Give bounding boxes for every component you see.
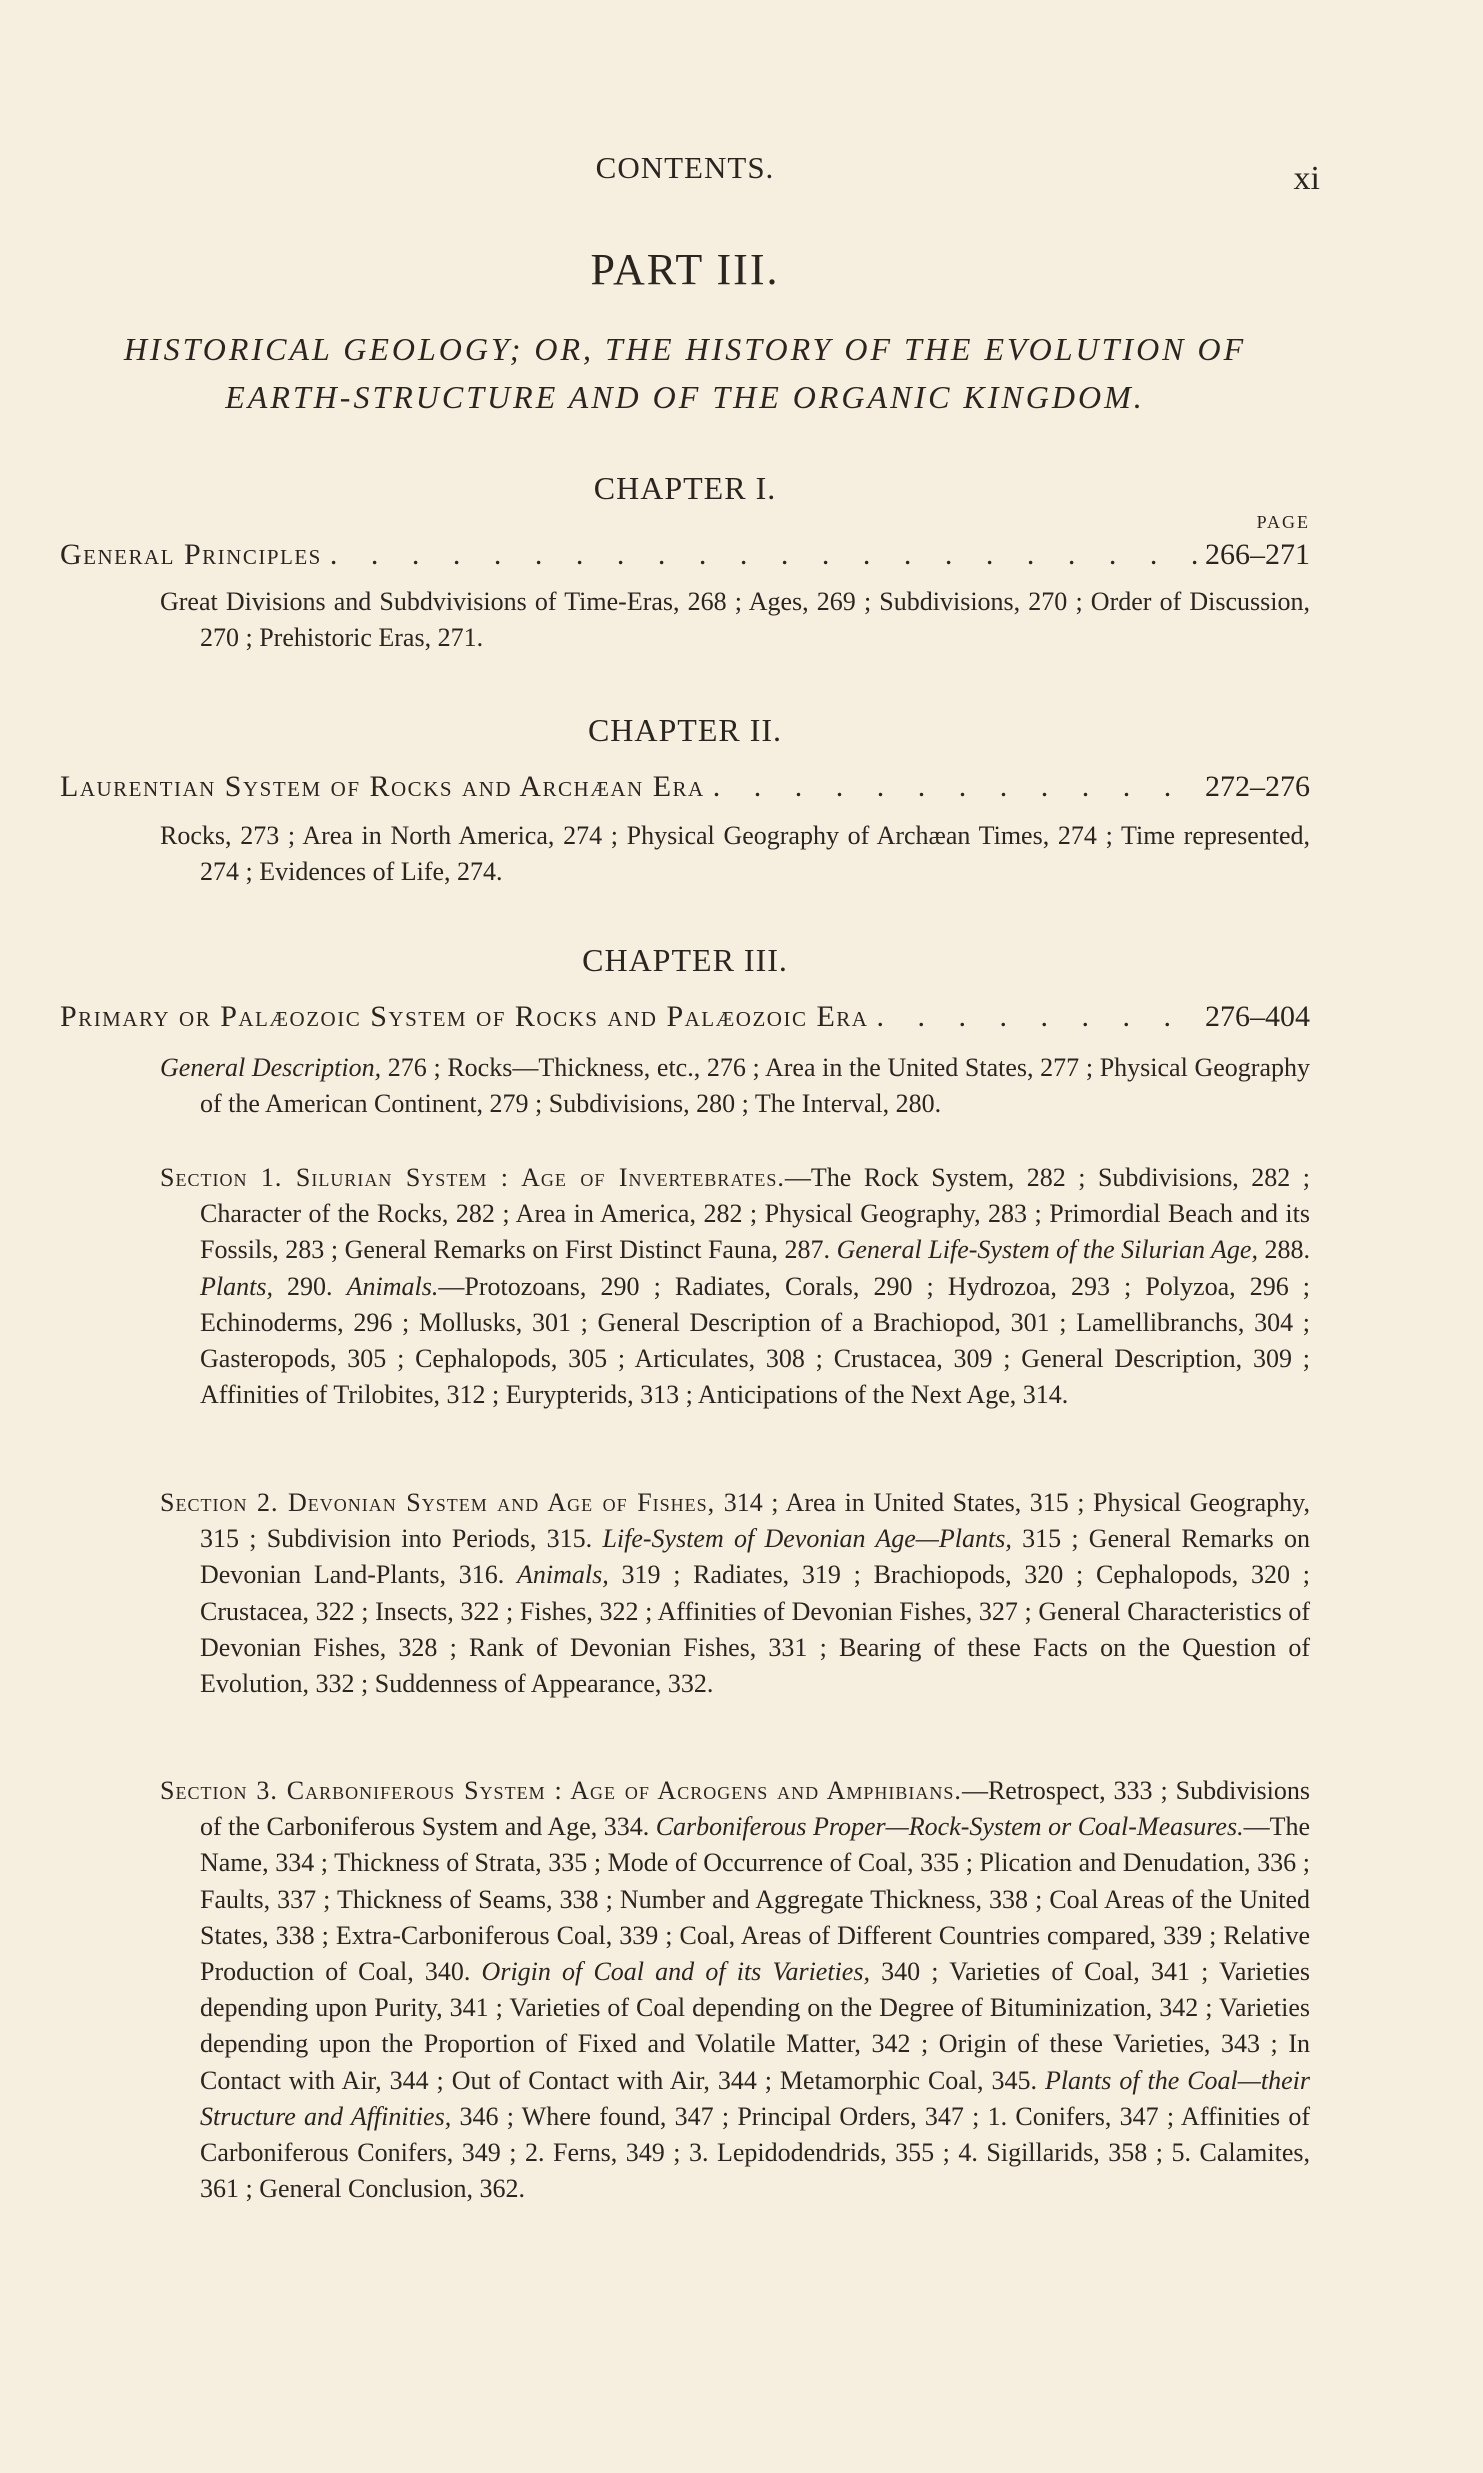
chapter-2-heading: CHAPTER II.: [587, 712, 783, 748]
section-2-italic: Life-System of Devonian Age—Plants,: [602, 1524, 1012, 1554]
chapter-2-pages: 272–276: [1205, 770, 1310, 803]
chapter-1-entry: [60, 538, 1310, 572]
part-subtitle: [60, 325, 1310, 421]
general-description-text: 276 ; Rocks—Thickness, etc., 276 ; Area in the United States, 277 ; Physical Geography of the American Continent, 279 ; Subdivisions, 280 ; The Interval, 280.: [200, 1053, 1310, 1119]
section-2-text: 315 ; General Remarks on Devonian Land-Plants, 316.: [200, 1524, 1311, 1590]
section-2-text: 314 ; Area in United States, 315 ; Physical Geography, 315 ; Subdivision into Periods, 315.: [200, 1488, 1310, 1554]
page-column-label: PAGE: [1256, 512, 1310, 532]
chapter-2-summary: Rocks, 273 ; Area in North America, 274 ; Physical Geography of Archæan Times, 274 ; Time represented, 274 ; Evidences of Life, 274.: [160, 821, 1310, 887]
section-3-text: 340 ; Varieties of Coal, 341 ; Varieties depending upon Purity, 341 ; Varieties of Coal depending on the Degree of Bituminization, 342 ; Varieties depending upon the Proportion of Fixed and Volatile Matter, 342 ; Origin of these Varieties, 343 ; In Contact with Air, 344 ; Out of Contact with Air, 344 ; Metamorphic Coal, 345.: [200, 1957, 1310, 2095]
chapter-1-title: General Principles: [60, 538, 322, 571]
section-1-text: 290.: [272, 1271, 347, 1301]
page-number: xi: [1293, 160, 1320, 197]
chapter-3-heading: CHAPTER III.: [582, 942, 788, 978]
general-description-label: General Description,: [160, 1053, 382, 1082]
section-3-italic: Origin of Coal and of its Varieties,: [481, 1957, 870, 1987]
section-1-silurian: [160, 1160, 1310, 1413]
chapter-2-entry: [60, 770, 1310, 804]
section-3-italic: Carboniferous Proper—Rock-System or Coal-Measures.: [655, 1812, 1244, 1842]
chapter-3-general-description: [160, 1050, 1310, 1122]
part-subtitle-line-2: EARTH-STRUCTURE AND OF THE ORGANIC KINGDOM.: [225, 379, 1145, 415]
chapter-1-pages: 266–271: [1205, 538, 1310, 571]
section-1-text: 288.: [1257, 1235, 1311, 1265]
section-2-text: 319 ; Radiates, 319 ; Brachiopods, 320 ; Cephalopods, 320 ; Crustacea, 322 ; Insects, 322 ; Fishes, 322 ; Affinities of Devonian Fishes, 327 ; General Characteristics of Devonian Fishes, 328 ; Rank of Devonian Fishes, 331 ; Bearing of these Facts on the Question of Evolution, 332 ; Suddenness of Appearance, 332.: [200, 1560, 1310, 1699]
chapter-1-heading: CHAPTER I.: [593, 470, 777, 506]
chapter-3-entry: [60, 1000, 1310, 1034]
section-3-text: —The Name, 334 ; Thickness of Strata, 335 ; Mode of Occurrence of Coal, 335 ; Plication and Denudation, 336 ; Faults, 337 ; Thickness of Seams, 338 ; Number and Aggregate Thickness, 338 ; Coal Areas of the United States, 338 ; Extra-Carboniferous Coal, 339 ; Coal, Areas of Different Countries compared, 339 ; Relative Production of Coal, 340.: [200, 1812, 1310, 1987]
chapter-2-title: Laurentian System of Rocks and Archæan Era: [60, 770, 705, 803]
section-1-italic: Plants,: [200, 1271, 273, 1301]
section-3-carboniferous: [160, 1773, 1310, 2207]
leader-dots: [868, 1000, 1197, 1034]
section-2-italic: Animals,: [516, 1560, 609, 1590]
section-3-text: 346 ; Where found, 347 ; Principal Orders, 347 ; 1. Conifers, 347 ; Affinities of Carboniferous Conifers, 349 ; 2. Ferns, 349 ; 3. Lepidodendrids, 355 ; 4. Sigillarids, 358 ; 5. Calamites, 361 ; General Conclusion, 362.: [200, 2101, 1310, 2204]
section-3-text: —Retrospect, 333 ; Subdivisions of the Carboniferous System and Age, 334.: [200, 1776, 1311, 1842]
section-1-italic: General Life-System of the Silurian Age,: [836, 1235, 1258, 1265]
contents-page: [60, 0, 1320, 2473]
section-2-devonian: [160, 1485, 1310, 1702]
leader-dots: [322, 538, 1197, 572]
section-3-italic: Plants of the Coal—their Structure and Affinities,: [200, 2065, 1310, 2131]
section-3-label: Section 3. Carboniferous System : Age of Acrogens and Amphibians.: [160, 1776, 962, 1805]
chapter-3-title: Primary or Palæozoic System of Rocks and Palæozoic Era: [60, 1000, 869, 1033]
running-head: CONTENTS.: [595, 150, 775, 185]
section-1-label: Section 1. Silurian System : Age of Invertebrates.: [160, 1163, 785, 1192]
section-1-text: —The Rock System, 282 ; Subdivisions, 282 ; Character of the Rocks, 282 ; Area in America, 282 ; Physical Geography, 283 ; Primordial Beach and its Fossils, 283 ; General Remarks on First Distinct Fauna, 287.: [200, 1163, 1311, 1265]
section-1-italic: Animals.: [346, 1271, 439, 1301]
leader-dots: [705, 770, 1197, 804]
chapter-3-pages: 276–404: [1205, 1000, 1310, 1033]
chapter-1-summary: Great Divisions and Subdvivisions of Time-Eras, 268 ; Ages, 269 ; Subdivisions, 270 ; Order of Discussion, 270 ; Prehistoric Eras, 271.: [160, 587, 1310, 653]
section-2-label: Section 2. Devonian System and Age of Fishes,: [160, 1488, 716, 1517]
part-subtitle-line-1: HISTORICAL GEOLOGY; OR, THE HISTORY OF THE EVOLUTION OF: [123, 331, 1247, 367]
part-title: PART III.: [590, 245, 780, 294]
section-1-text: —Protozoans, 290 ; Radiates, Corals, 290 ; Hydrozoa, 293 ; Polyzoa, 296 ; Echinoderms, 296 ; Mollusks, 301 ; General Description of a Brachiopod, 301 ; Lamellibranchs, 304 ; Gasteropods, 305 ; Cephalopods, 305 ; Articulates, 308 ; Crustacea, 309 ; General Description, 309 ; Affinities of Trilobites, 312 ; Eurypterids, 313 ; Anticipations of the Next Age, 314.: [200, 1271, 1310, 1410]
